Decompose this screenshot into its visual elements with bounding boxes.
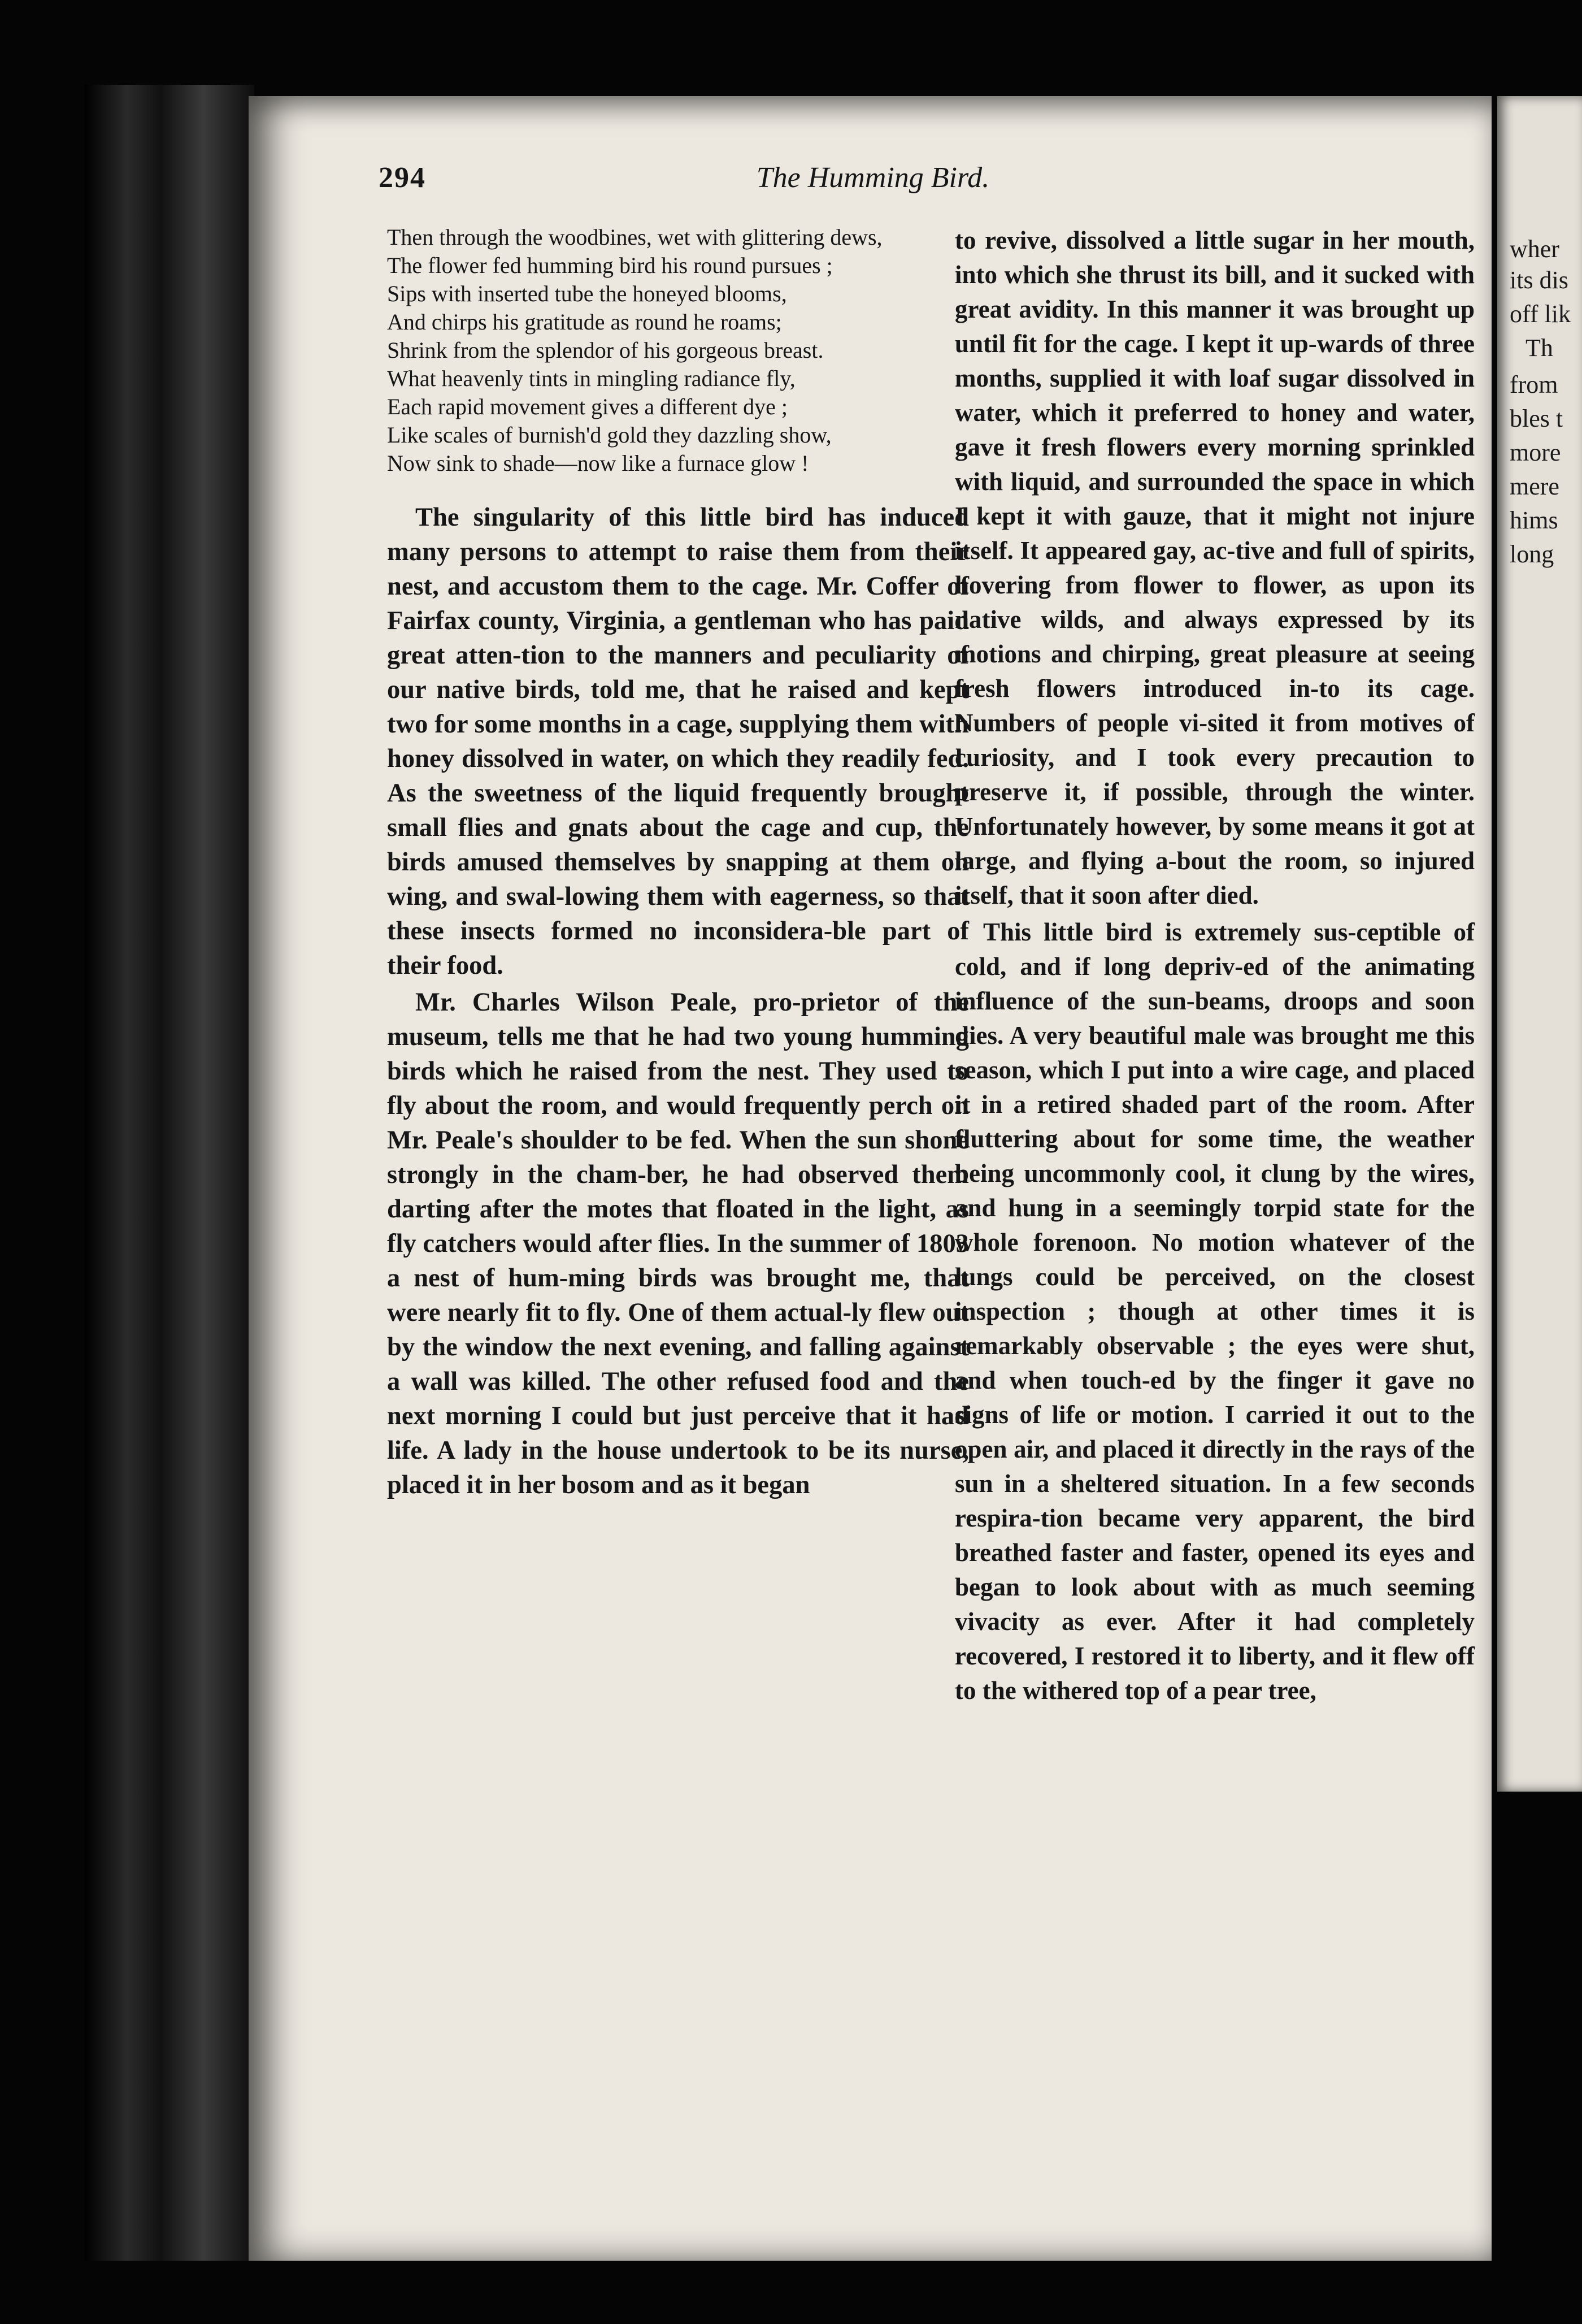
adjacent-text-fragment: bles t (1510, 405, 1563, 432)
adjacent-text-fragment: long (1510, 540, 1554, 568)
verse-line: And chirps his gratitude as round he roams; (387, 309, 782, 335)
book-spine-shadow (85, 85, 254, 2261)
verse-line: Now sink to shade—now like a furnace glow ! (387, 450, 809, 476)
adjacent-text-fragment: hims (1510, 506, 1558, 534)
page-header (379, 161, 1367, 212)
left-column (387, 223, 969, 1502)
running-title: The Humming Bird. (756, 162, 990, 194)
paragraph: Mr. Charles Wilson Peale, pro-prietor of the museum, tells me that he had two young humming birds which he raised from the nest. They used to fly about the room, and would frequently perch on Mr. Peale's shoulder to be fed. When the sun shone strongly in the cham-ber, he had observed them darting after the motes that floated in the light, as fly catchers would after flies. In the summer of 1803 a nest of hum-ming birds was brought me, that were nearly fit to fly. One of them actual-ly flew out by the window the next evening, and falling against a wall was killed. The other refused food and the next morning I could but just perceive that it had life. A lady in the house undertook to be its nurse, placed it in her bosom and as it began (387, 988, 969, 1499)
verse-line: Then through the woodbines, wet with glittering dews, (387, 224, 883, 250)
poem-verse (387, 223, 969, 478)
adjacent-text-fragment: its dis (1510, 266, 1568, 294)
verse-line: Each rapid movement gives a different dye ; (387, 394, 788, 419)
verse-line: Sips with inserted tube the honeyed blooms, (387, 281, 787, 306)
book-page (249, 96, 1492, 2261)
verse-line: The flower fed humming bird his round pursues ; (387, 253, 833, 278)
verse-line: Shrink from the splendor of his gorgeous breast. (387, 337, 824, 363)
adjacent-text-fragment: Th (1525, 334, 1553, 362)
adjacent-text-fragment: wher (1510, 235, 1559, 263)
paragraph: The singularity of this little bird has induced many persons to attempt to raise them from their nest, and accustom them to the cage. Mr. Coffer of Fairfax county, Virginia, a gentleman who has paid great atten-tion to the manners and peculiarity of our native birds, told me, that he raised and kept two for some months in a cage, supplying them with honey dissolved in water, on which they readily fed. As the sweetness of the liquid frequently brought small flies and gnats about the cage and cup, the birds amused themselves by snapping at them on wing, and swal-lowing them with eagerness, so that these insects formed no inconsidera-ble part of their food. (387, 503, 969, 980)
paragraph: to revive, dissolved a little sugar in her mouth, into which she thrust its bill, and it sucked with great avidity. In this manner it was brought up until fit for the cage. I kept it up-wards of three months, supplied it with loaf sugar dissolved in water, which it preferred to honey and water, gave it fresh flowers every morning sprinkled with liquid, and surrounded the space in which I kept it with gauze, that it might not injure itself. It appeared gay, ac-tive and full of spirits, hovering from flower to flower, as upon its native wilds, and always expressed by its motions and chirping, great pleasure at seeing fresh flowers introduced in-to its cage. Numbers of people vi-sited it from motives of curiosity, and I took every precaution to preserve it, if possible, through the winter. Unfortunately however, by some means it got at large, and flying a-bout the room, so injured itself, that it soon after died. (955, 226, 1475, 909)
verse-line: Like scales of burnish'd gold they dazzling show, (387, 422, 832, 448)
adjacent-text-fragment: mere (1510, 472, 1559, 500)
adjacent-text-fragment: off lik (1510, 300, 1571, 328)
paragraph: This little bird is extremely sus-ceptible of cold, and if long depriv-ed of the animating influence of the sun-beams, droops and soon dies. A very beautiful male was brought me this season, which I put into a wire cage, and placed it in a retired shaded part of the room. After fluttering about for some time, the weather being uncommonly cool, it clung by the wires, and hung in a seemingly torpid state for the whole forenoon. No motion whatever of the lungs could be perceived, on the closest inspection ; though at other times it is remarkably observable ; the eyes were shut, and when touch-ed by the finger it gave no signs of life or motion. I carried it out to the open air, and placed it directly in the rays of the sun in a sheltered situation. In a few seconds respira-tion became very apparent, the bird breathed faster and faster, opened its eyes and began to look about with as much seeming vivacity as ever. After it had completely recovered, I restored it to liberty, and it flew off to the withered top of a pear tree, (955, 918, 1475, 1705)
adjacent-text-fragment: from (1510, 371, 1558, 398)
verse-line: What heavenly tints in mingling radiance fly, (387, 366, 796, 391)
adjacent-text-fragment: more (1510, 439, 1561, 466)
right-column (955, 223, 1475, 1708)
page-number: 294 (379, 162, 426, 194)
adjacent-page-edge (1497, 96, 1582, 1792)
